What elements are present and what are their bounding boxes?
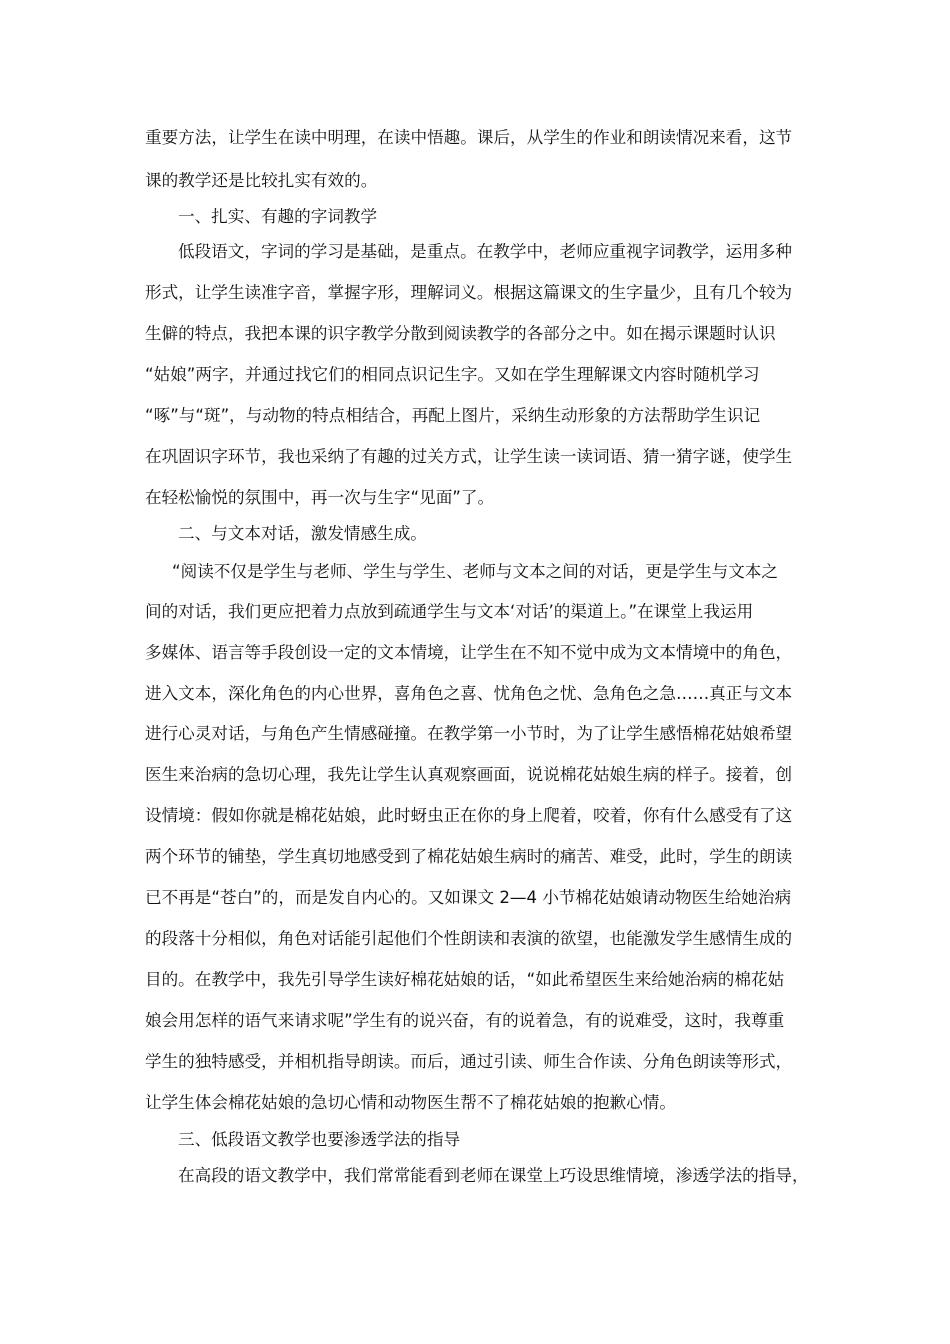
paragraph-line: 学生的独特感受，并相机指导朗读。而后，通过引读、师生合作读、分角色朗读等形式， — [145, 1052, 793, 1071]
section-heading-2: 二、与文本对话，激发情感生成。 — [178, 524, 427, 543]
paragraph-line: 进行心灵对话，与角色产生情感碰撞。在教学第一小节时，为了让学生感悟棉花姑娘希望 — [145, 724, 793, 743]
paragraph-line: “阅读不仅是学生与老师、学生与学生、老师与文本之间的对话，更是学生与文本之 — [172, 562, 778, 581]
paragraph-line: 低段语文，字词的学习是基础，是重点。在教学中，老师应重视字词教学，运用多种 — [178, 242, 792, 261]
section-heading-3: 三、低段语文教学也要渗透学法的指导 — [178, 1130, 461, 1149]
paragraph-line: 重要方法，让学生在读中明理，在读中悟趣。课后，从学生的作业和朗读情况来看，这节 — [145, 128, 793, 147]
paragraph-line: 设情境：假如你就是棉花姑娘，此时蚜虫正在你的身上爬着，咬着，你有什么感受有了这 — [145, 806, 793, 825]
paragraph-line: 生僻的特点，我把本课的识字教学分散到阅读教学的各部分之中。如在揭示课题时认识 — [145, 324, 776, 343]
paragraph-line: 多媒体、语言等手段创设一定的文本情境，让学生在不知不觉中成为文本情境中的角色， — [145, 643, 793, 662]
paragraph-line: 的段落十分相似，角色对话能引起他们个性朗读和表演的欲望，也能激发学生感情生成的 — [145, 929, 793, 948]
paragraph-line: 娘会用怎样的语气来请求呢”学生有的说兴奋，有的说着急，有的说难受，这时，我尊重 — [145, 1011, 785, 1030]
paragraph-line: 让学生体会棉花姑娘的急切心情和动物医生帮不了棉花姑娘的抱歉心情。 — [145, 1093, 676, 1112]
paragraph-line: 在轻松愉悦的氛围中，再一次与生字“见面”了。 — [145, 488, 495, 507]
paragraph-line: 间的对话，我们更应把着力点放到疏通学生与文本‘对话’的渠道上。”在课堂上我运用 — [145, 602, 754, 621]
paragraph-line: 形式，让学生读准字音，掌握字形，理解词义。根据这篇课文的生字量少，且有几个较为 — [145, 283, 793, 302]
paragraph-line: 进入文本，深化角色的内心世界，喜角色之喜、忧角色之忧、急角色之急……真正与文本 — [145, 684, 793, 703]
paragraph-line: 已不再是“苍白”的，而是发自内心的。又如课文 2—4 小节棉花姑娘请动物医生给她治病 — [145, 888, 792, 907]
paragraph-line: 在巩固识字环节，我也采纳了有趣的过关方式，让学生读一读词语、猜一猜字谜，使学生 — [145, 447, 793, 466]
paragraph-line: 在高段的语文教学中，我们常常能看到老师在课堂上巧设思维情境，渗透学法的指导， — [178, 1166, 809, 1185]
paragraph-line: 目的。在教学中，我先引导学生读好棉花姑娘的话，“如此希望医生来给她治病的棉花姑 — [145, 970, 785, 989]
section-heading-1: 一、扎实、有趣的字词教学 — [178, 207, 378, 226]
paragraph-line: 课的教学还是比较扎实有效的。 — [145, 171, 378, 190]
paragraph-line: “姑娘”两字，并通过找它们的相同点识记生字。又如在学生理解课文内容时随机学习 — [145, 365, 760, 384]
paragraph-line: “啄”与“斑”，与动物的特点相结合，再配上图片，采纳生动形象的方法帮助学生识记 — [145, 406, 761, 425]
paragraph-line: 医生来治病的急切心理，我先让学生认真观察画面，说说棉花姑娘生病的样子。接着，创 — [145, 765, 793, 784]
paragraph-line: 两个环节的铺垫，学生真切地感受到了棉花姑娘生病时的痛苦、难受，此时，学生的朗读 — [145, 847, 793, 866]
